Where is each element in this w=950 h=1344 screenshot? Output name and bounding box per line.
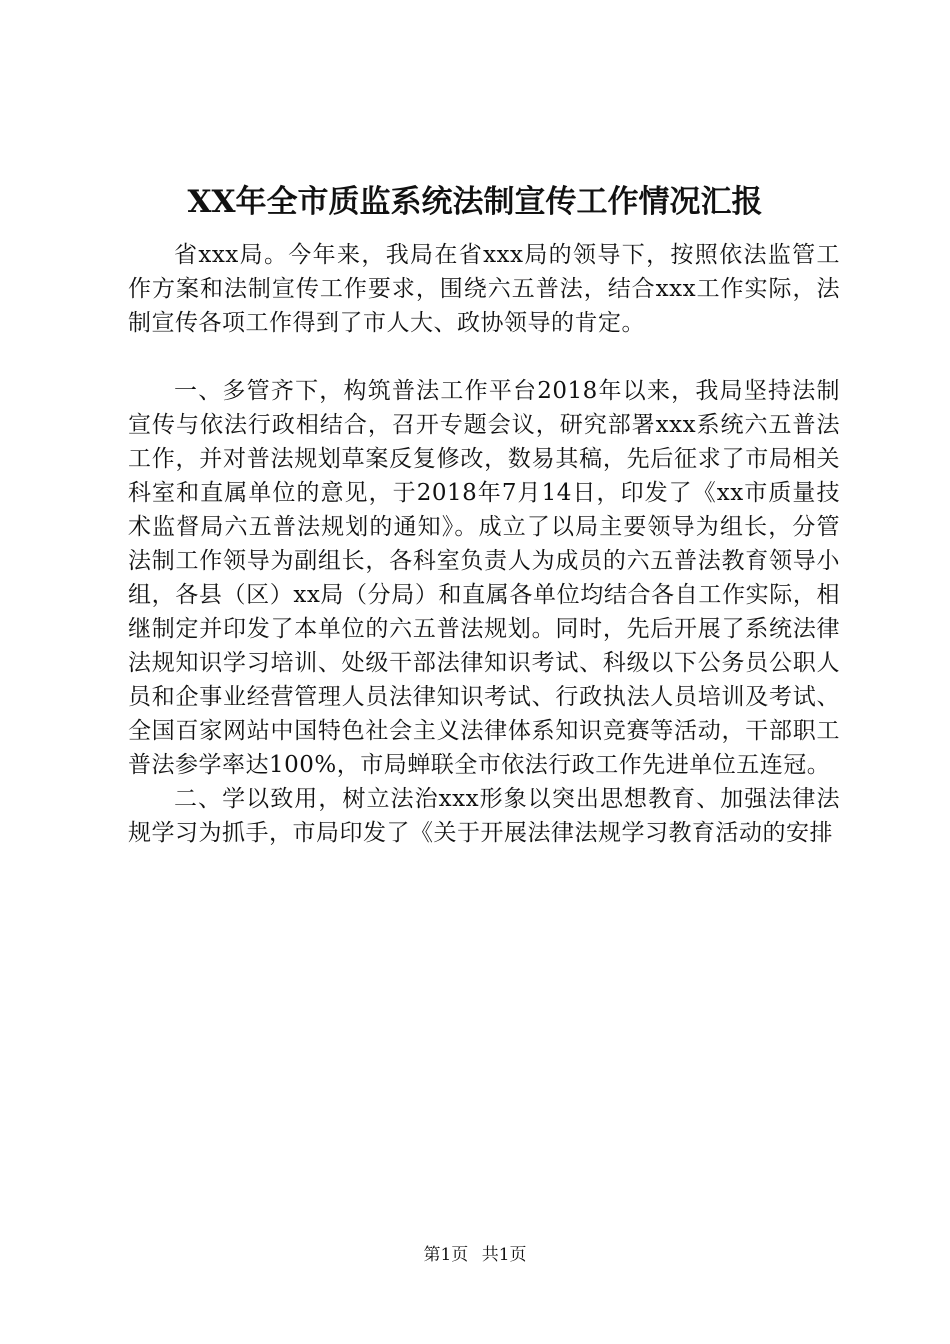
document-title: XX年全市质监系统法制宣传工作情况汇报 <box>187 184 763 220</box>
page-footer <box>0 1244 950 1266</box>
paragraph-section-one: 一、多管齐下，构筑普法工作平台2018年以来，我局坚持法制宣传与依法行政相结合，召开专题会议，研究部署xxx系统六五普法工作，并对普法规划草案反复修改，数易其稿，先后征求了市局相关科室和直属单位的意见，于2018年7月14日，印发了《xx市质量技术监督局六五普法规划的通知》。成立了以局主要领导为组长，分管法制工作领导为副组长，各科室负责人为成员的六五普法教育领导小组，各县（区）xx局（分局）和直属各单位均结合各自工作实际，相继制定并印发了本单位的六五普法规划。同时，先后开展了系统法律法规知识学习培训、处级干部法律知识考试、科级以下公务员公职人员和企事业经营管理人员法律知识考试、行政执法人员培训及考试、全国百家网站中国特色社会主义法律体系知识竞赛等活动，干部职工普法参学率达100%，市局蝉联全市依法行政工作先进单位五连冠。 <box>128 378 840 778</box>
document-body <box>128 238 840 850</box>
paragraph-section-two: 二、学以致用，树立法治xxx形象以突出思想教育、加强法律法规学习为抓手，市局印发了《关于开展法律法规学习教育活动的安排 <box>128 786 840 846</box>
paragraph-intro: 省xxx局。今年来，我局在省xxx局的领导下，按照依法监管工作方案和法制宣传工作要求，围绕六五普法，结合xxx工作实际，法制宣传各项工作得到了市人大、政协领导的肯定。 <box>128 242 840 336</box>
paragraph-spacer <box>128 340 840 374</box>
page-number-current: 第1页 <box>423 1245 469 1265</box>
page-number-total: 共1页 <box>481 1245 527 1265</box>
